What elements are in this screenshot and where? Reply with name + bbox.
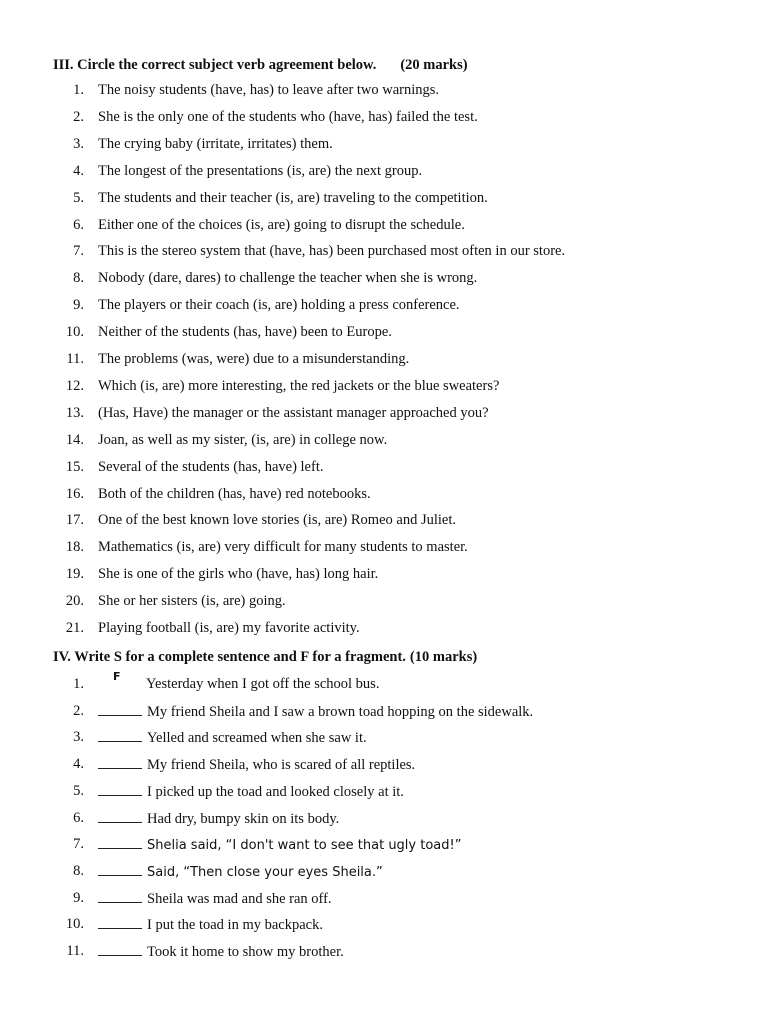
section-3-item bbox=[0, 591, 760, 611]
item-sentence: Shelia said, “I don't want to see that ugly toad!” bbox=[147, 838, 462, 854]
section-4-item bbox=[0, 888, 760, 908]
answer-blank[interactable] bbox=[98, 701, 142, 716]
item-number: 1. bbox=[73, 82, 84, 98]
item-sentence: Yelled and screamed when she saw it. bbox=[147, 730, 367, 747]
item-text bbox=[98, 861, 383, 883]
item-number: 19. bbox=[65, 566, 84, 583]
section-4-item bbox=[0, 914, 760, 934]
item-text: (Has, Have) the manager or the assistant manager approached you? bbox=[98, 404, 489, 421]
item-text: The players or their coach (is, are) holding a press conference. bbox=[98, 297, 460, 314]
item-number: 9. bbox=[73, 297, 84, 314]
item-number: 13. bbox=[65, 404, 84, 421]
section-3-item bbox=[0, 484, 760, 504]
item-number: 7. bbox=[73, 243, 84, 260]
item-text bbox=[98, 888, 332, 909]
item-number: 10. bbox=[65, 916, 84, 933]
section-3-item bbox=[0, 510, 760, 530]
section-3-item bbox=[0, 403, 760, 423]
item-number: 8. bbox=[73, 862, 84, 879]
item-text bbox=[98, 781, 404, 802]
section-4-item bbox=[0, 754, 760, 774]
item-text: Neither of the students (has, have) been to Europe. bbox=[98, 324, 392, 341]
item-sentence: Said, “Then close your eyes Sheila.” bbox=[147, 864, 383, 880]
item-number: 17. bbox=[65, 512, 84, 529]
item-number: 3. bbox=[73, 135, 84, 152]
item-number: 6. bbox=[73, 809, 84, 826]
answer-blank[interactable] bbox=[98, 941, 142, 956]
item-text bbox=[98, 727, 367, 748]
item-number: 20. bbox=[65, 593, 84, 610]
section-3-item bbox=[0, 618, 760, 638]
section-4-item bbox=[0, 701, 760, 721]
item-number: 6. bbox=[73, 216, 84, 233]
item-text: She is the only one of the students who (have, has) failed the test. bbox=[98, 108, 478, 125]
item-sentence: Had dry, bumpy skin on its body. bbox=[147, 810, 340, 827]
item-number: 12. bbox=[65, 377, 84, 394]
section-3-item bbox=[0, 215, 760, 235]
answer-blank[interactable] bbox=[98, 808, 142, 823]
item-text: She is one of the girls who (have, has) long hair. bbox=[98, 566, 379, 583]
item-sentence: Yesterday when I got off the school bus. bbox=[146, 676, 380, 692]
section-4-item bbox=[0, 727, 760, 747]
section-3-item bbox=[0, 188, 760, 208]
item-number: 18. bbox=[65, 539, 84, 556]
item-number: 14. bbox=[65, 431, 84, 448]
item-sentence: I put the toad in my backpack. bbox=[147, 917, 323, 934]
section-4-title: IV. Write S for a complete sentence and F for a fragment. bbox=[53, 649, 406, 665]
section-4-item bbox=[0, 781, 760, 801]
section-3-item bbox=[0, 107, 760, 127]
item-text bbox=[98, 914, 323, 935]
item-sentence: My friend Sheila and I saw a brown toad hopping on the sidewalk. bbox=[147, 703, 534, 720]
section-3-item bbox=[0, 295, 760, 315]
item-text bbox=[98, 834, 461, 856]
item-text bbox=[146, 674, 379, 694]
item-text: Both of the children (has, have) red notebooks. bbox=[98, 485, 371, 502]
item-number: 16. bbox=[65, 485, 84, 502]
item-number: 11. bbox=[66, 351, 84, 367]
item-text: Joan, as well as my sister, (is, are) in college now. bbox=[98, 431, 388, 448]
section-4-item bbox=[0, 941, 760, 961]
item-sentence: Sheila was mad and she ran off. bbox=[147, 890, 332, 907]
item-number: 3. bbox=[73, 729, 84, 746]
item-number: 2. bbox=[73, 108, 84, 125]
section-3-item bbox=[0, 376, 760, 396]
item-sentence: My friend Sheila, who is scared of all reptiles. bbox=[147, 757, 416, 774]
answer-blank[interactable] bbox=[98, 914, 142, 929]
section-4-item bbox=[0, 861, 760, 881]
item-text: Mathematics (is, are) very difficult for many students to master. bbox=[98, 539, 468, 556]
item-sentence: I picked up the toad and looked closely at it. bbox=[147, 783, 404, 800]
item-sentence: Took it home to show my brother. bbox=[147, 944, 344, 960]
item-text bbox=[98, 754, 415, 775]
item-number: 9. bbox=[73, 889, 84, 906]
section-4-item bbox=[0, 674, 760, 694]
item-number: 8. bbox=[73, 270, 84, 287]
item-text: Several of the students (has, have) left. bbox=[98, 458, 324, 475]
section-3-item bbox=[0, 349, 760, 369]
item-number: 15. bbox=[65, 458, 84, 475]
section-4-item bbox=[0, 808, 760, 828]
section-3-item bbox=[0, 430, 760, 450]
item-text: Playing football (is, are) my favorite activity. bbox=[98, 620, 360, 636]
item-number: 21. bbox=[65, 620, 84, 636]
item-text: Which (is, are) more interesting, the red jackets or the blue sweaters? bbox=[98, 377, 500, 394]
section-4-heading bbox=[53, 649, 477, 666]
item-text bbox=[98, 808, 339, 829]
section-3-item bbox=[0, 457, 760, 477]
item-number: 11. bbox=[66, 943, 84, 959]
item-number: 5. bbox=[73, 189, 84, 206]
section-3-item bbox=[0, 161, 760, 181]
item-text: The longest of the presentations (is, are) the next group. bbox=[98, 162, 423, 179]
section-4-item bbox=[0, 834, 760, 854]
item-text: Either one of the choices (is, are) going to disrupt the schedule. bbox=[98, 216, 465, 233]
item-text: This is the stereo system that (have, has) been purchased most often in our store. bbox=[98, 243, 566, 260]
section-3-item bbox=[0, 322, 760, 342]
item-text: The crying baby (irritate, irritates) them. bbox=[98, 135, 333, 152]
item-text: Nobody (dare, dares) to challenge the teacher when she is wrong. bbox=[98, 270, 478, 287]
answer-blank[interactable] bbox=[98, 834, 142, 849]
item-text: She or her sisters (is, are) going. bbox=[98, 593, 286, 610]
section-3-item bbox=[0, 134, 760, 154]
section-3-item bbox=[0, 564, 760, 584]
section-3-heading bbox=[53, 57, 468, 74]
handwritten-answer: F bbox=[113, 670, 121, 683]
section-3-title: III. Circle the correct subject verb agreement below. bbox=[53, 57, 377, 73]
item-text: The problems (was, were) due to a misunderstanding. bbox=[98, 351, 410, 367]
answer-blank[interactable] bbox=[98, 888, 142, 903]
item-number: 4. bbox=[73, 756, 84, 773]
item-number: 5. bbox=[73, 782, 84, 799]
item-text: The students and their teacher (is, are) traveling to the competition. bbox=[98, 189, 488, 206]
item-text bbox=[98, 941, 344, 962]
section-3-item bbox=[0, 537, 760, 557]
item-number: 2. bbox=[73, 702, 84, 719]
answer-blank[interactable] bbox=[98, 754, 142, 769]
section-3-marks: (20 marks) bbox=[400, 57, 468, 73]
answer-blank[interactable] bbox=[98, 781, 142, 796]
item-number: 1. bbox=[73, 676, 84, 692]
item-text bbox=[98, 701, 533, 722]
item-text: One of the best known love stories (is, are) Romeo and Juliet. bbox=[98, 512, 456, 529]
section-4-marks: (10 marks) bbox=[409, 649, 478, 665]
section-3-item bbox=[0, 80, 760, 100]
section-3-item bbox=[0, 241, 760, 261]
answer-blank[interactable] bbox=[98, 861, 142, 876]
answer-blank[interactable] bbox=[98, 727, 142, 742]
item-number: 7. bbox=[73, 836, 84, 853]
item-number: 10. bbox=[65, 324, 84, 341]
item-number: 4. bbox=[73, 162, 84, 179]
section-3-item bbox=[0, 268, 760, 288]
item-text: The noisy students (have, has) to leave after two warnings. bbox=[98, 82, 440, 98]
